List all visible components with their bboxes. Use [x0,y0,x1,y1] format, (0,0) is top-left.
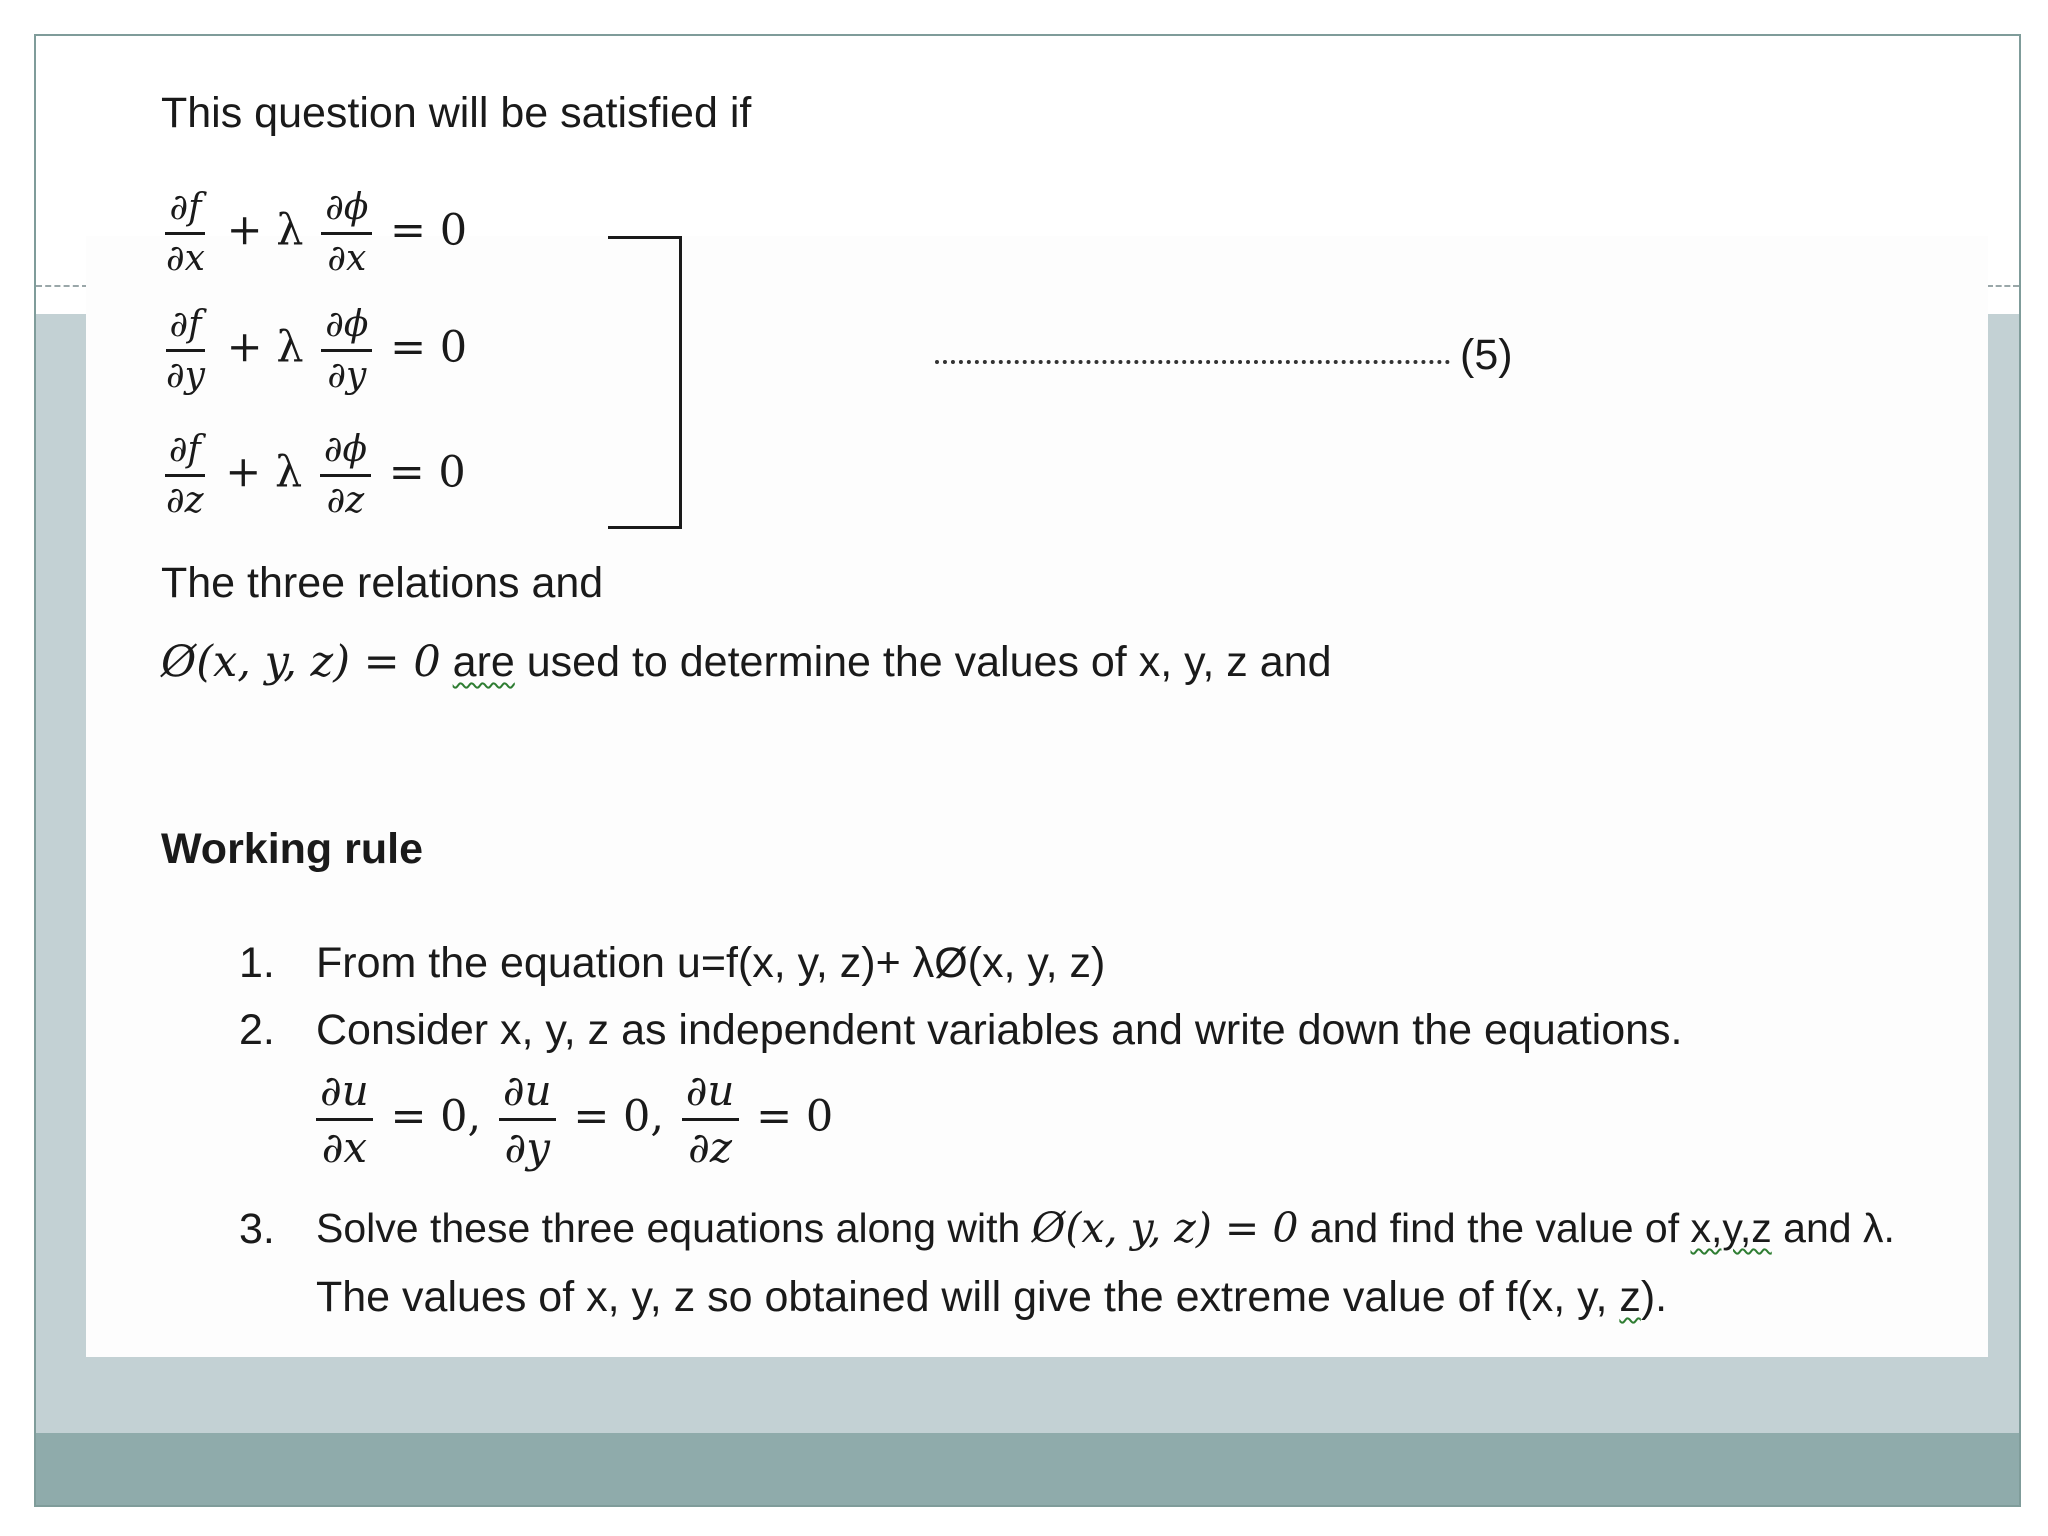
du-dy-numerator: ∂u [499,1070,556,1121]
eq-x-f-numerator: ∂f [165,190,205,235]
du-dz-denominator: ∂z [688,1123,733,1172]
equation-x [158,187,468,279]
du-dx-rhs: = 0, [390,1091,482,1142]
du-dx-numerator: ∂u [316,1070,373,1121]
eq-x-operator: + λ [226,205,304,256]
du-dx-denominator: ∂x [321,1123,368,1172]
du-dz-numerator: ∂u [682,1070,739,1121]
step-3-xyz: x,y,z [1690,1205,1772,1251]
eq-z-f-denominator: ∂z [166,480,204,521]
constraint-line [161,637,1332,687]
step-3-line-2-pre: The values of x, y, z so obtained will give the extreme value of f(x, y, [316,1273,1608,1321]
eq-y-operator: + λ [226,322,304,373]
step-3-line-2 [316,1273,1668,1321]
step-1-number: 1. [239,939,275,987]
du-dy-rhs: = 0, [573,1091,665,1142]
du-dy-denominator: ∂y [504,1123,550,1172]
working-rule-heading: Working rule [161,825,424,873]
step-3-line-2-post: ). [1640,1273,1668,1321]
dotted-leader [935,360,1450,364]
step-1-text: From the equation u=f(x, y, z)+ λØ(x, y, z) [316,939,1106,987]
eq-z-operator: + λ [225,447,303,498]
eq-y-f-denominator: ∂y [166,355,205,396]
equation-number: (5) [1460,331,1513,379]
equation-bracket [608,236,682,529]
eq-x-rhs: = 0 [390,205,468,256]
step-3-number: 3. [239,1205,275,1253]
eq-y-phi-denominator: ∂y [327,355,367,396]
constraint-rest: used to determine the values of x, y, z and [526,638,1332,686]
eq-z-phi-denominator: ∂z [326,480,365,521]
step-2-text: Consider x, y, z as independent variables and write down the equations. [316,1006,1683,1054]
step-3-line-2-z: z [1619,1273,1641,1321]
eq-y-f-numerator: ∂f [166,307,206,352]
eq-x-f-denominator: ∂x [166,238,205,279]
intro-text: This question will be satisfied if [161,89,752,137]
eq-z-rhs: = 0 [388,447,466,498]
equation-z [158,429,466,521]
eq-x-phi-denominator: ∂x [327,238,367,279]
eq-y-rhs: = 0 [390,322,468,373]
step-3-constraint: Ø(x, y, z) = 0 [1031,1204,1299,1252]
step-3-text [316,1204,1895,1252]
step-3-pre: Solve these three equations along with [316,1205,1021,1251]
eq-z-phi-numerator: ∂ϕ [320,432,371,477]
equation-y [158,304,468,396]
eq-x-phi-numerator: ∂ϕ [321,190,372,235]
relations-text: The three relations and [161,559,604,607]
du-dz-rhs: = 0 [756,1091,834,1142]
eq-y-phi-numerator: ∂ϕ [321,307,372,352]
step-2-equations [312,1066,834,1172]
constraint-word-are: are [452,638,515,686]
step-3-mid: and find the value of [1309,1205,1680,1251]
step-2-number: 2. [239,1006,275,1054]
step-3-post: and λ. [1783,1205,1895,1251]
eq-z-f-numerator: ∂f [165,432,205,477]
constraint-equation: Ø(x, y, z) = 0 [161,637,441,687]
